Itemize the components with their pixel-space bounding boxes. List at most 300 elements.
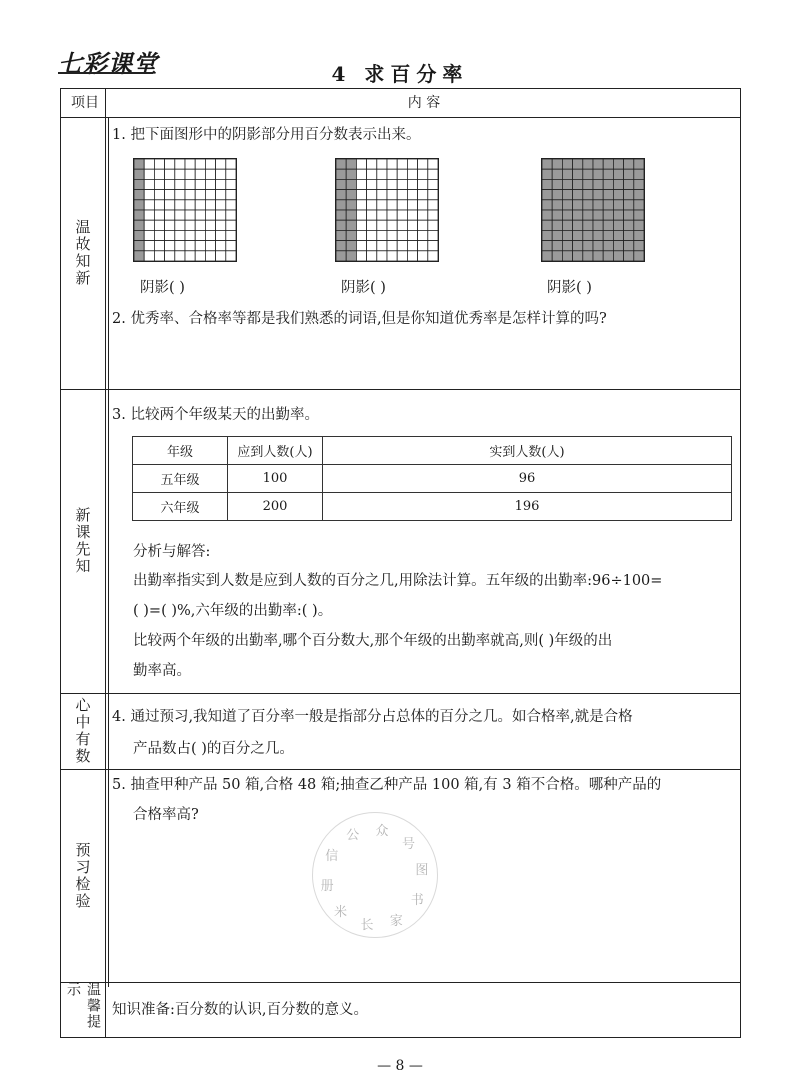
shaded-cell	[613, 210, 623, 220]
shaded-cell	[573, 169, 583, 179]
shaded-cell	[552, 179, 562, 189]
blank-cell	[216, 241, 226, 251]
blank-cell	[144, 210, 154, 220]
blank-cell	[377, 220, 387, 230]
blank-cell	[367, 169, 377, 179]
blank-cell	[216, 200, 226, 210]
shaded-cell	[573, 179, 583, 189]
header-divider	[61, 117, 740, 118]
blank-cell	[144, 251, 154, 261]
blank-cell	[144, 159, 154, 169]
table-cell: 96	[323, 465, 732, 493]
shaded-cell	[634, 210, 644, 220]
shaded-cell	[583, 241, 593, 251]
blank-cell	[154, 200, 164, 210]
shaded-cell	[613, 159, 623, 169]
shaded-cell	[562, 159, 572, 169]
shaded-cell	[573, 200, 583, 210]
shaded-cell	[583, 200, 593, 210]
shaded-cell	[134, 200, 144, 210]
shaded-cell	[134, 169, 144, 179]
blank-cell	[226, 210, 236, 220]
shaded-cell	[336, 241, 346, 251]
grid-cells	[336, 159, 438, 261]
shaded-cell	[134, 179, 144, 189]
blank-cell	[195, 159, 205, 169]
blank-cell	[216, 220, 226, 230]
section-label-review: 温故知新	[73, 219, 92, 287]
shaded-cell	[134, 220, 144, 230]
blank-cell	[144, 200, 154, 210]
grid-cells	[134, 159, 236, 261]
blank-cell	[165, 210, 175, 220]
blank-cell	[226, 159, 236, 169]
shaded-cell	[613, 179, 623, 189]
shaded-cell	[346, 220, 356, 230]
shaded-cell	[593, 230, 603, 240]
watermark-char: 书	[410, 892, 424, 908]
question-5: 5. 抽查甲种产品 50 箱,合格 48 箱;抽查乙种产品 100 箱,有 3 箱不合格。哪种产品的	[112, 777, 662, 793]
blank-cell	[377, 251, 387, 261]
blank-cell	[418, 200, 428, 210]
shaded-cell	[593, 241, 603, 251]
watermark-char: 米	[334, 904, 348, 920]
blank-cell	[428, 241, 438, 251]
blank-cell	[428, 190, 438, 200]
shaded-cell	[624, 210, 634, 220]
shaded-cell	[593, 251, 603, 261]
shaded-cell	[336, 230, 346, 240]
shaded-cell	[634, 169, 644, 179]
shaded-cell	[603, 169, 613, 179]
column-header-item: 项目	[71, 95, 99, 111]
blank-cell	[185, 169, 195, 179]
blank-cell	[144, 220, 154, 230]
page-number: — 8 —	[377, 1058, 423, 1074]
shaded-cell	[593, 220, 603, 230]
blank-cell	[154, 220, 164, 230]
blank-cell	[367, 190, 377, 200]
blank-cell	[154, 179, 164, 189]
blank-cell	[367, 179, 377, 189]
blank-cell	[175, 251, 185, 261]
shaded-cell	[552, 200, 562, 210]
column-header-content: 内 容	[407, 95, 441, 111]
shaded-cell	[562, 169, 572, 179]
blank-cell	[175, 159, 185, 169]
shaded-cell	[346, 190, 356, 200]
grid-1-answer-label: 阴影( )	[140, 280, 185, 296]
shaded-cell	[593, 159, 603, 169]
blank-cell	[205, 179, 215, 189]
blank-cell	[377, 179, 387, 189]
shaded-cell	[562, 241, 572, 251]
shaded-cell	[346, 200, 356, 210]
watermark-char: 长	[360, 918, 374, 934]
blank-cell	[144, 169, 154, 179]
blank-cell	[428, 251, 438, 261]
grid-cells	[542, 159, 644, 261]
blank-cell	[144, 190, 154, 200]
blank-cell	[367, 241, 377, 251]
shaded-cell	[134, 251, 144, 261]
blank-cell	[154, 230, 164, 240]
blank-cell	[407, 210, 417, 220]
blank-cell	[175, 190, 185, 200]
brand-logo: 七彩课堂	[58, 49, 158, 78]
shaded-cell	[613, 169, 623, 179]
shaded-cell	[613, 230, 623, 240]
blank-cell	[154, 251, 164, 261]
shaded-cell	[624, 190, 634, 200]
blank-cell	[195, 190, 205, 200]
shaded-cell	[346, 241, 356, 251]
section-label-tips: 温馨提示	[65, 982, 101, 1030]
blank-cell	[418, 159, 428, 169]
shaded-cell	[583, 169, 593, 179]
blank-cell	[195, 230, 205, 240]
blank-cell	[377, 169, 387, 179]
blank-cell	[377, 190, 387, 200]
hundred-grid-2	[335, 158, 439, 262]
blank-cell	[185, 200, 195, 210]
blank-cell	[387, 169, 397, 179]
blank-cell	[226, 220, 236, 230]
blank-cell	[144, 179, 154, 189]
shaded-cell	[573, 210, 583, 220]
blank-cell	[428, 159, 438, 169]
table-cell: 六年级	[133, 493, 228, 521]
blank-cell	[407, 241, 417, 251]
watermark-char: 公	[346, 828, 360, 844]
shaded-cell	[552, 241, 562, 251]
blank-cell	[356, 210, 366, 220]
blank-cell	[175, 230, 185, 240]
blank-cell	[195, 169, 205, 179]
blank-cell	[407, 200, 417, 210]
shaded-cell	[542, 169, 552, 179]
shaded-cell	[583, 159, 593, 169]
blank-cell	[216, 210, 226, 220]
question-4-line-2: 产品数占( )的百分之几。	[133, 741, 294, 757]
shaded-cell	[583, 210, 593, 220]
shaded-cell	[634, 220, 644, 230]
blank-cell	[387, 200, 397, 210]
blank-cell	[185, 190, 195, 200]
blank-cell	[205, 190, 215, 200]
section-divider	[61, 389, 740, 390]
blank-cell	[226, 241, 236, 251]
analysis-line: 比较两个年级的出勤率,哪个百分数大,那个年级的出勤率就高,则( )年级的出	[133, 633, 613, 649]
blank-cell	[165, 179, 175, 189]
blank-cell	[226, 179, 236, 189]
shaded-cell	[624, 251, 634, 261]
blank-cell	[175, 220, 185, 230]
analysis-title: 分析与解答:	[133, 544, 211, 560]
blank-cell	[367, 159, 377, 169]
shaded-cell	[336, 169, 346, 179]
question-3: 3. 比较两个年级某天的出勤率。	[112, 407, 319, 423]
shaded-cell	[583, 251, 593, 261]
shaded-cell	[603, 159, 613, 169]
blank-cell	[397, 220, 407, 230]
blank-cell	[428, 230, 438, 240]
blank-cell	[175, 200, 185, 210]
shaded-cell	[552, 230, 562, 240]
shaded-cell	[613, 220, 623, 230]
shaded-cell	[634, 179, 644, 189]
shaded-cell	[573, 190, 583, 200]
blank-cell	[195, 179, 205, 189]
blank-cell	[175, 210, 185, 220]
blank-cell	[185, 251, 195, 261]
blank-cell	[226, 190, 236, 200]
blank-cell	[175, 179, 185, 189]
shaded-cell	[542, 230, 552, 240]
shaded-cell	[583, 179, 593, 189]
blank-cell	[418, 179, 428, 189]
shaded-cell	[603, 190, 613, 200]
shaded-cell	[346, 251, 356, 261]
watermark-char: 信	[325, 849, 339, 865]
blank-cell	[377, 159, 387, 169]
blank-cell	[367, 210, 377, 220]
section-divider	[61, 982, 740, 983]
blank-cell	[418, 210, 428, 220]
blank-cell	[195, 210, 205, 220]
section-divider	[61, 769, 740, 770]
blank-cell	[185, 220, 195, 230]
shaded-cell	[542, 159, 552, 169]
shaded-cell	[583, 190, 593, 200]
shaded-cell	[336, 220, 346, 230]
shaded-cell	[593, 179, 603, 189]
blank-cell	[154, 210, 164, 220]
blank-cell	[165, 159, 175, 169]
analysis-line: 出勤率指实到人数是应到人数的百分之几,用除法计算。五年级的出勤率:96÷100=	[133, 573, 663, 589]
shaded-cell	[613, 200, 623, 210]
shaded-cell	[562, 251, 572, 261]
shaded-cell	[542, 179, 552, 189]
blank-cell	[226, 251, 236, 261]
question-1: 1. 把下面图形中的阴影部分用百分数表示出来。	[112, 127, 421, 143]
table-cell: 100	[228, 465, 323, 493]
blank-cell	[165, 230, 175, 240]
blank-cell	[407, 169, 417, 179]
shaded-cell	[624, 220, 634, 230]
blank-cell	[175, 169, 185, 179]
blank-cell	[216, 179, 226, 189]
blank-cell	[205, 230, 215, 240]
shaded-cell	[624, 230, 634, 240]
blank-cell	[216, 159, 226, 169]
blank-cell	[195, 241, 205, 251]
blank-cell	[205, 169, 215, 179]
blank-cell	[397, 200, 407, 210]
blank-cell	[428, 200, 438, 210]
blank-cell	[205, 241, 215, 251]
shaded-cell	[542, 220, 552, 230]
shaded-cell	[634, 251, 644, 261]
shaded-cell	[562, 220, 572, 230]
shaded-cell	[573, 159, 583, 169]
blank-cell	[407, 220, 417, 230]
blank-cell	[154, 169, 164, 179]
shaded-cell	[336, 159, 346, 169]
shaded-cell	[603, 210, 613, 220]
shaded-cell	[583, 230, 593, 240]
shaded-cell	[346, 210, 356, 220]
blank-cell	[387, 210, 397, 220]
watermark-char: 家	[389, 913, 403, 929]
shaded-cell	[562, 210, 572, 220]
shaded-cell	[552, 159, 562, 169]
shaded-cell	[562, 179, 572, 189]
blank-cell	[418, 230, 428, 240]
shaded-cell	[346, 179, 356, 189]
grid-3-answer-label: 阴影( )	[547, 280, 592, 296]
table-header-row	[133, 437, 732, 465]
shaded-cell	[624, 200, 634, 210]
blank-cell	[165, 241, 175, 251]
blank-cell	[356, 241, 366, 251]
blank-cell	[377, 210, 387, 220]
shaded-cell	[134, 190, 144, 200]
blank-cell	[397, 190, 407, 200]
tip-text: 知识准备:百分数的认识,百分数的意义。	[112, 1002, 368, 1018]
blank-cell	[226, 230, 236, 240]
shaded-cell	[573, 241, 583, 251]
shaded-cell	[634, 241, 644, 251]
hundred-grid-1	[133, 158, 237, 262]
shaded-cell	[593, 210, 603, 220]
shaded-cell	[624, 159, 634, 169]
blank-cell	[185, 241, 195, 251]
shaded-cell	[562, 190, 572, 200]
blank-cell	[356, 179, 366, 189]
shaded-cell	[634, 230, 644, 240]
blank-cell	[144, 230, 154, 240]
shaded-cell	[573, 220, 583, 230]
blank-cell	[216, 169, 226, 179]
blank-cell	[226, 169, 236, 179]
shaded-cell	[134, 230, 144, 240]
blank-cell	[216, 190, 226, 200]
blank-cell	[154, 241, 164, 251]
shaded-cell	[336, 200, 346, 210]
blank-cell	[397, 179, 407, 189]
blank-cell	[387, 251, 397, 261]
question-4: 4. 通过预习,我知道了百分率一般是指部分占总体的百分之几。如合格率,就是合格	[112, 709, 633, 725]
blank-cell	[407, 230, 417, 240]
table-row	[133, 493, 732, 521]
shaded-cell	[336, 251, 346, 261]
blank-cell	[205, 220, 215, 230]
column-divider-inner	[108, 117, 109, 987]
shaded-cell	[542, 241, 552, 251]
blank-cell	[185, 210, 195, 220]
table-header: 实到人数(人)	[323, 437, 732, 465]
shaded-cell	[552, 210, 562, 220]
blank-cell	[377, 241, 387, 251]
blank-cell	[356, 159, 366, 169]
shaded-cell	[346, 159, 356, 169]
blank-cell	[205, 251, 215, 261]
table-row	[133, 465, 732, 493]
table-cell: 196	[323, 493, 732, 521]
blank-cell	[387, 159, 397, 169]
shaded-cell	[624, 179, 634, 189]
blank-cell	[185, 159, 195, 169]
watermark-stamp	[312, 812, 438, 938]
section-label-preview-check: 预习检验	[73, 841, 92, 910]
shaded-cell	[634, 190, 644, 200]
blank-cell	[397, 230, 407, 240]
blank-cell	[165, 220, 175, 230]
shaded-cell	[562, 230, 572, 240]
blank-cell	[226, 200, 236, 210]
watermark-char: 众	[375, 823, 389, 839]
analysis-line: ( )=( )%,六年级的出勤率:( )。	[133, 603, 333, 619]
blank-cell	[185, 179, 195, 189]
blank-cell	[377, 230, 387, 240]
shaded-cell	[573, 230, 583, 240]
shaded-cell	[552, 169, 562, 179]
shaded-cell	[542, 210, 552, 220]
blank-cell	[205, 200, 215, 210]
blank-cell	[397, 169, 407, 179]
blank-cell	[407, 251, 417, 261]
blank-cell	[397, 241, 407, 251]
blank-cell	[367, 230, 377, 240]
blank-cell	[387, 179, 397, 189]
blank-cell	[356, 230, 366, 240]
shaded-cell	[583, 220, 593, 230]
shaded-cell	[603, 251, 613, 261]
blank-cell	[216, 230, 226, 240]
shaded-cell	[542, 200, 552, 210]
shaded-cell	[593, 169, 603, 179]
shaded-cell	[134, 241, 144, 251]
blank-cell	[195, 200, 205, 210]
shaded-cell	[613, 251, 623, 261]
blank-cell	[418, 251, 428, 261]
blank-cell	[387, 220, 397, 230]
blank-cell	[165, 251, 175, 261]
table-cell: 五年级	[133, 465, 228, 493]
table-header: 应到人数(人)	[228, 437, 323, 465]
shaded-cell	[593, 190, 603, 200]
shaded-cell	[593, 200, 603, 210]
blank-cell	[397, 159, 407, 169]
attendance-table	[132, 436, 732, 521]
blank-cell	[175, 241, 185, 251]
blank-cell	[154, 159, 164, 169]
shaded-cell	[634, 200, 644, 210]
blank-cell	[216, 251, 226, 261]
shaded-cell	[603, 241, 613, 251]
blank-cell	[356, 200, 366, 210]
blank-cell	[165, 190, 175, 200]
blank-cell	[407, 179, 417, 189]
blank-cell	[377, 200, 387, 210]
shaded-cell	[624, 241, 634, 251]
watermark-char: 图	[415, 863, 429, 879]
column-divider	[105, 89, 106, 1037]
section-label-new-lesson: 新课先知	[73, 507, 92, 575]
blank-cell	[195, 220, 205, 230]
section-divider	[61, 693, 740, 694]
